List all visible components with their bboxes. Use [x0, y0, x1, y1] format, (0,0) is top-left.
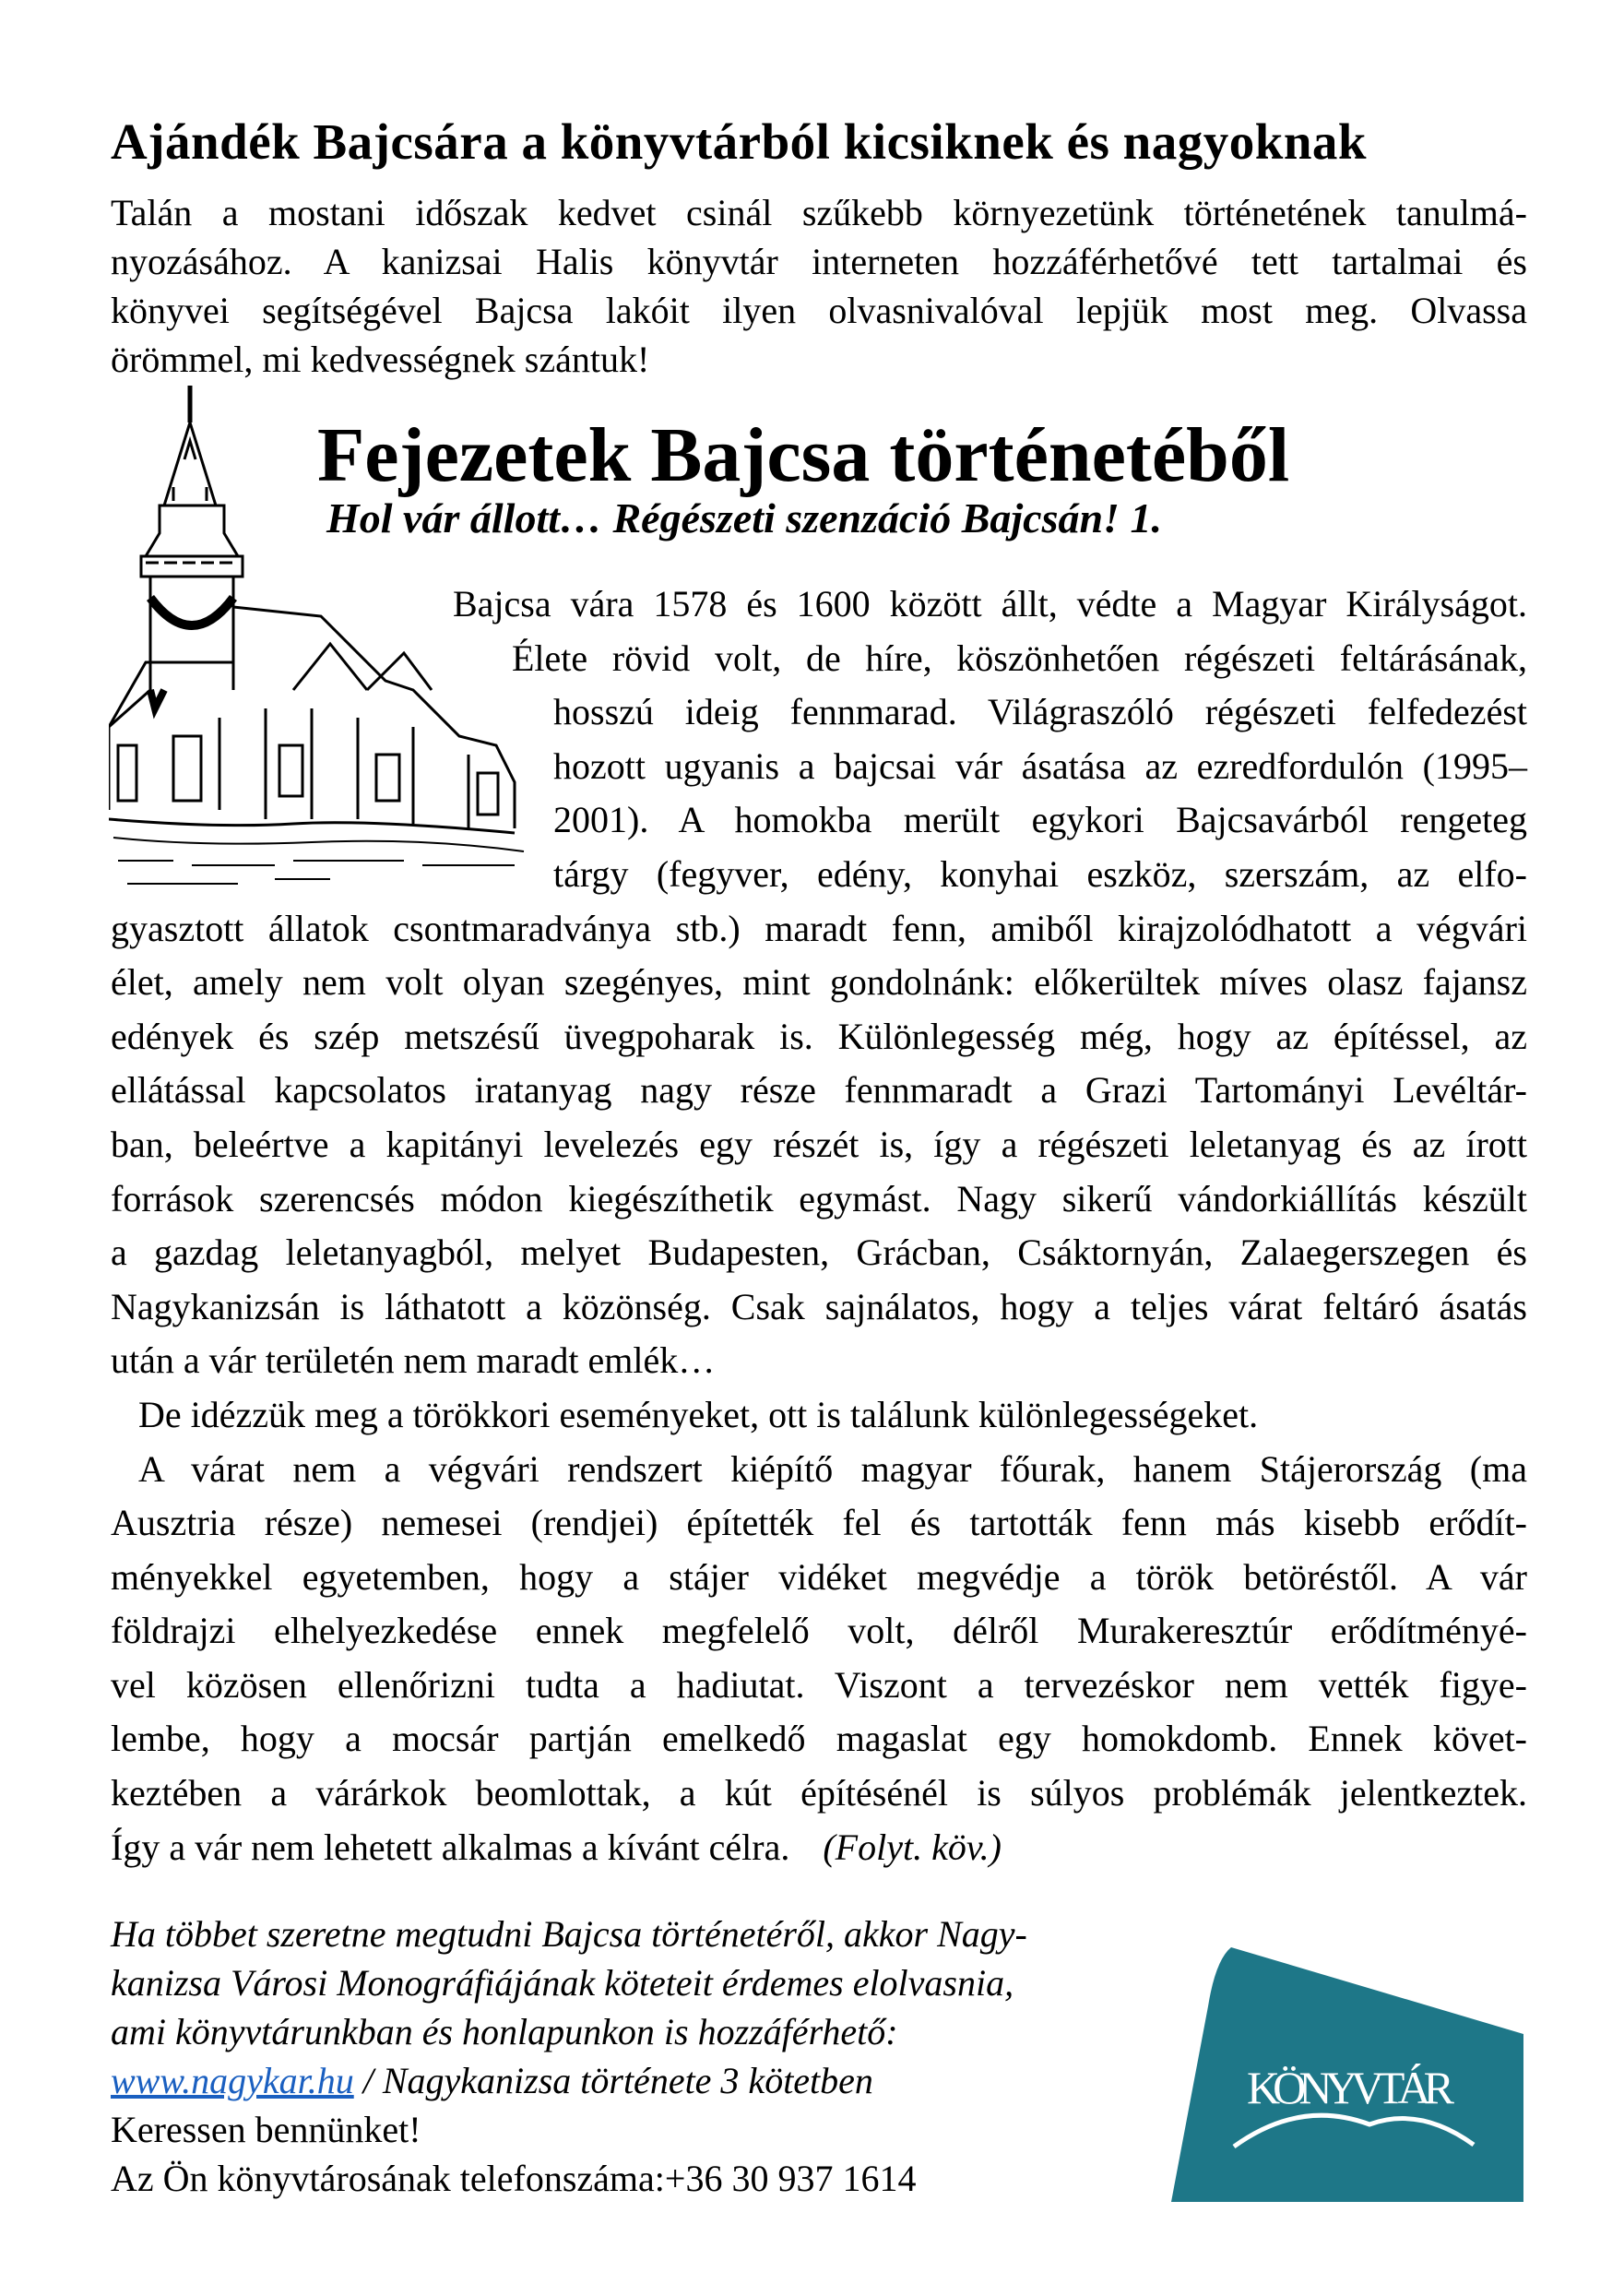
intro-line: nyozásához. A kanizsai Halis könyvtár interneten hozzáférhetővé tett tartalmai és — [111, 241, 1527, 282]
article-line: gyasztott állatok csontmaradványa stb.) maradt fenn, amiből kirajzolódhatott a végvári — [111, 907, 1527, 949]
page-title: Ajándék Bajcsára a könyvtárból kicsiknek és nagyoknak — [111, 113, 1368, 170]
article-line: Élete rövid volt, de híre, köszönhetően régészeti feltárásának, — [512, 636, 1527, 679]
article-subtitle: Hol vár állott… Régészeti szenzáció Bajcsán! 1. — [326, 494, 1162, 541]
library-logo — [1171, 1942, 1526, 2205]
info-line: Ha többet szeretne megtudni Bajcsa történetéről, akkor Nagy- — [111, 1913, 1027, 1955]
article-line: De idézzük meg a törökkori eseményeket, ott is találunk különlegességeket. — [138, 1393, 1259, 1435]
phone-text: Az Ön könyvtárosának telefonszáma:+36 30 937 1614 — [111, 2158, 917, 2199]
article-last-line: Így a vár nem lehetett alkalmas a kívánt célra. — [111, 1826, 790, 1868]
article-line: ban, beleértve a kapitányi levelezés egy részét is, így a régészeti leletanyag és az írott — [111, 1123, 1527, 1165]
logo-text: KÖNYVTÁR — [1247, 2062, 1454, 2113]
continued-note: (Folyt. köv.) — [823, 1826, 1002, 1868]
intro-line: könyvei segítségével Bajcsa lakóit ilyen olvasnivalóval lepjük most meg. Olvassa — [111, 290, 1527, 331]
article-line: élet, amely nem volt olyan szegényes, mint gondolnánk: előkerültek míves olasz fajansz — [111, 961, 1527, 1004]
article-line: ményekkel egyetemben, hogy a stájer vidéket megvédje a török betöréstől. A vár — [111, 1555, 1527, 1598]
article-body — [0, 577, 1624, 1874]
info-link-line — [111, 2056, 1027, 2105]
article-line — [111, 1821, 1527, 1875]
intro-paragraph — [111, 188, 1527, 384]
article-line: hozott ugyanis a bajcsai vár ásatása az ezredfordulón (1995– — [553, 744, 1527, 787]
article-line: lembe, hogy a mocsár partján emelkedő magaslat egy homokdomb. Ennek követ- — [111, 1718, 1527, 1760]
info-line: kanizsa Városi Monográfiájának köteteit érdemes elolvasnia, — [111, 1962, 1014, 2004]
contact-text: Keressen bennünket! — [111, 2109, 421, 2150]
article-line: edények és szép metszésű üvegpoharak is. Különlegesség még, hogy az építéssel, az — [111, 1015, 1527, 1057]
website-link[interactable]: www.nagykar.hu — [111, 2060, 354, 2101]
article-line: 2001). A homokba merült egykori Bajcsavárból rengeteg — [553, 799, 1527, 841]
article-line: Nagykanizsán is láthatott a közönség. Csak sajnálatos, hogy a teljes várat feltáró ásatás — [111, 1285, 1527, 1327]
article-line: vel közösen ellenőrizni tudta a hadiutat. Viszont a tervezéskor nem vették figye- — [111, 1663, 1527, 1706]
article-line: források szerencsés módon kiegészíthetik egymást. Nagy sikerű vándorkiállítás készült — [111, 1177, 1527, 1219]
article-line: tárgy (fegyver, edény, konyhai eszköz, szerszám, az elfo- — [553, 852, 1527, 895]
article-line: Bajcsa vára 1578 és 1600 között állt, védte a Magyar Királyságot. — [453, 583, 1527, 625]
article-line: A várat nem a végvári rendszert kiépítő magyar főurak, hanem Stájerország (ma — [138, 1447, 1527, 1490]
intro-line: Talán a mostani időszak kedvet csinál szűkebb környezetünk történetének tanulmá- — [111, 192, 1527, 233]
article-line: Ausztria része) nemesei (rendjei) építették fel és tartották fenn más kisebb erődít- — [111, 1502, 1527, 1544]
article-line: a gazdag leletanyagból, melyet Budapesten, Grácban, Csáktornyán, Zalaegerszegen és — [111, 1231, 1527, 1274]
article-line: után a vár területén nem maradt emlék… — [111, 1339, 716, 1382]
article-line: keztében a várárkok beomlottak, a kút építésénél is súlyos problémák jelentkeztek. — [111, 1772, 1527, 1814]
info-box — [111, 1909, 1027, 2203]
article-line: hosszú ideig fennmarad. Világraszóló régészeti felfedezést — [553, 691, 1527, 733]
article-line: földrajzi elhelyezkedése ennek megfelelő volt, délről Murakeresztúr erődítményé- — [111, 1610, 1527, 1652]
link-suffix: / Nagykanizsa története 3 kötetben — [353, 2060, 873, 2101]
article-line: ellátással kapcsolatos iratanyag nagy része fennmaradt a Grazi Tartományi Levéltár- — [111, 1069, 1527, 1112]
article-title: Fejezetek Bajcsa történetéből — [317, 412, 1290, 498]
intro-line: örömmel, mi kedvességnek szántuk! — [111, 339, 650, 380]
info-line: ami könyvtárunkban és honlapunkon is hozzáférhető: — [111, 2011, 898, 2052]
